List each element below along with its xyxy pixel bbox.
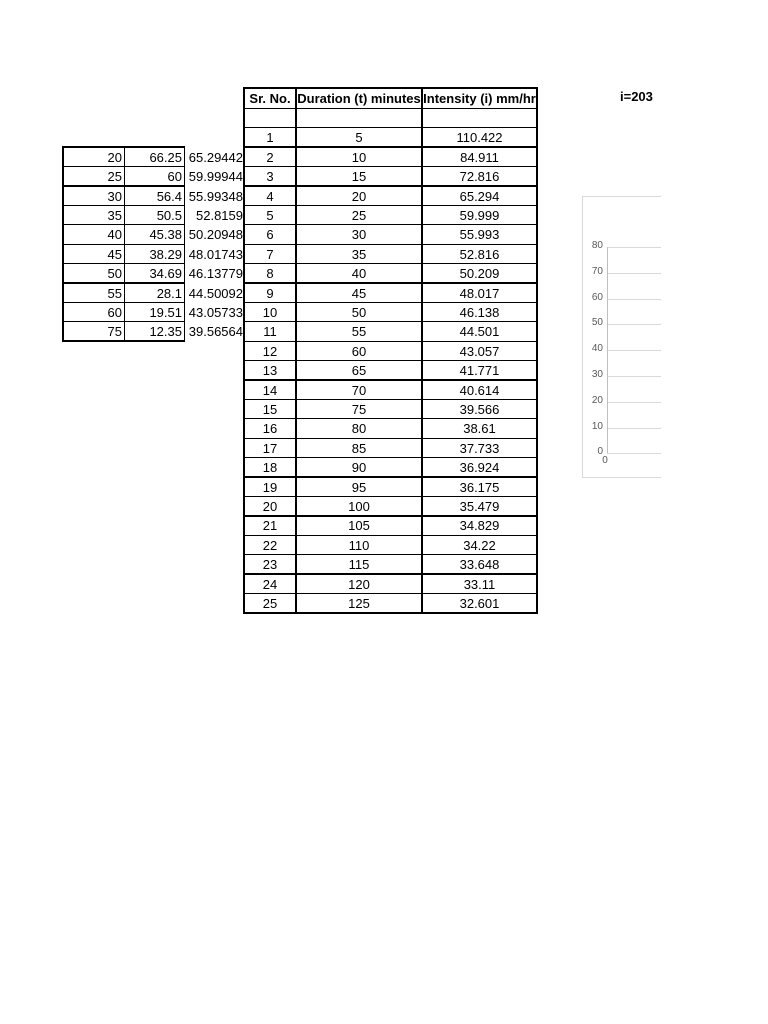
- calculated-intensity: 48.01743: [188, 246, 243, 262]
- duration-cell: 15: [351, 169, 367, 185]
- intensity-cell: 72.816: [459, 169, 500, 185]
- header-intensity: Intensity (i) mm/hr: [423, 91, 536, 106]
- calculated-intensity: 46.13779: [188, 266, 243, 282]
- y-axis-tick-label: 30: [591, 369, 603, 380]
- y-axis-tick-label: 60: [591, 291, 603, 303]
- duration-cell: 105: [348, 518, 370, 534]
- header-duration: Duration (t) minutes: [297, 91, 421, 106]
- intensity-cell: 33.11: [463, 576, 496, 592]
- observed-intensity: 34.69: [149, 266, 182, 282]
- calculated-intensity: 50.20948: [188, 227, 243, 243]
- formula-text: i=203: [620, 89, 653, 104]
- observed-intensity: 66.25: [149, 149, 182, 165]
- intensity-cell: 32.601: [459, 595, 500, 611]
- sr-no-cell: 5: [266, 207, 274, 223]
- intensity-cell: 38.61: [463, 421, 496, 437]
- y-axis-tick-label: 0: [597, 446, 603, 458]
- duration-cell: 55: [351, 324, 367, 340]
- sr-no-cell: 1: [266, 130, 274, 146]
- gridline: [607, 402, 661, 403]
- observed-intensity: 56.4: [156, 188, 182, 204]
- intensity-cell: 37.733: [459, 440, 500, 456]
- duration-cell: 75: [351, 401, 367, 417]
- intensity-cell: 41.771: [459, 363, 500, 379]
- sr-no-cell: 20: [262, 498, 278, 514]
- duration-cell: 20: [351, 188, 367, 204]
- sr-no-cell: 17: [262, 440, 278, 456]
- sr-no-cell: 13: [262, 363, 278, 379]
- gridline: [607, 350, 661, 351]
- duration-value: 50: [107, 266, 122, 282]
- duration-value: 30: [107, 188, 122, 204]
- chart-area[interactable]: [582, 196, 661, 478]
- calculated-intensity: 65.29442: [188, 149, 243, 165]
- intensity-cell: 110.422: [456, 130, 503, 146]
- intensity-cell: 84.911: [460, 149, 499, 165]
- sr-no-cell: 6: [266, 227, 274, 243]
- sr-no-cell: 16: [262, 421, 278, 437]
- duration-cell: 5: [355, 130, 363, 146]
- duration-value: 40: [107, 227, 122, 243]
- intensity-cell: 52.816: [459, 246, 500, 262]
- duration-cell: 25: [351, 207, 367, 223]
- gridline: [607, 428, 661, 429]
- sr-no-cell: 21: [262, 518, 278, 534]
- y-axis-line: [607, 247, 608, 453]
- duration-cell: 85: [351, 440, 367, 456]
- duration-cell: 40: [351, 266, 367, 282]
- gridline: [607, 453, 661, 454]
- y-axis-tick-label: 70: [591, 265, 603, 277]
- calculated-intensity: 39.56564: [188, 324, 243, 340]
- sr-no-cell: 25: [262, 595, 278, 611]
- intensity-cell: 33.648: [459, 557, 500, 573]
- duration-cell: 60: [351, 343, 367, 359]
- observed-intensity: 28.1: [156, 285, 182, 301]
- duration-value: 60: [107, 304, 122, 320]
- duration-cell: 110: [348, 537, 370, 553]
- observed-intensity: 12.35: [149, 324, 182, 340]
- gridline: [607, 299, 661, 300]
- intensity-cell: 34.829: [459, 518, 500, 534]
- sr-no-cell: 11: [263, 324, 277, 340]
- intensity-cell: 44.501: [459, 324, 500, 340]
- duration-cell: 90: [351, 460, 367, 476]
- intensity-cell: 36.175: [459, 479, 500, 495]
- intensity-cell: 59.999: [459, 207, 500, 223]
- intensity-cell: 40.614: [459, 382, 500, 398]
- duration-cell: 45: [351, 285, 367, 301]
- duration-cell: 30: [351, 227, 367, 243]
- duration-cell: 50: [351, 304, 367, 320]
- duration-value: 75: [107, 324, 122, 340]
- observed-intensity: 19.51: [149, 304, 182, 320]
- intensity-cell: 48.017: [459, 285, 500, 301]
- sr-no-cell: 9: [266, 285, 274, 301]
- sr-no-cell: 19: [262, 479, 278, 495]
- duration-cell: 100: [348, 498, 370, 514]
- y-axis-tick-label: 50: [591, 317, 603, 329]
- y-axis-tick-label: 40: [591, 343, 603, 355]
- observed-intensity: 45.38: [149, 227, 182, 243]
- duration-value: 20: [107, 149, 122, 165]
- duration-cell: 80: [351, 421, 367, 437]
- header-sr: Sr. No.: [249, 91, 291, 106]
- x-axis-tick-label: 0: [602, 455, 608, 467]
- intensity-cell: 35.479: [459, 498, 500, 514]
- sr-no-cell: 8: [266, 266, 274, 282]
- observed-intensity: 38.29: [149, 246, 182, 262]
- sr-no-cell: 3: [266, 169, 274, 185]
- intensity-cell: 55.993: [459, 227, 500, 243]
- duration-cell: 95: [351, 479, 367, 495]
- y-axis-tick-label: 10: [591, 420, 603, 432]
- sr-no-cell: 7: [266, 246, 274, 262]
- observed-intensity: 60: [167, 169, 182, 185]
- calculated-intensity: 43.05733: [188, 304, 243, 320]
- duration-value: 35: [107, 207, 122, 223]
- intensity-cell: 36.924: [459, 460, 500, 476]
- duration-cell: 10: [351, 149, 367, 165]
- duration-cell: 35: [351, 246, 367, 262]
- intensity-cell: 43.057: [459, 343, 500, 359]
- sr-no-cell: 22: [262, 537, 278, 553]
- duration-value: 55: [107, 285, 122, 301]
- sr-no-cell: 15: [262, 401, 278, 417]
- sr-no-cell: 23: [262, 557, 278, 573]
- sr-no-cell: 10: [262, 304, 278, 320]
- intensity-cell: 50.209: [459, 266, 500, 282]
- duration-cell: 125: [348, 595, 370, 611]
- gridline: [607, 376, 661, 377]
- gridline: [607, 247, 661, 248]
- gridline: [607, 324, 661, 325]
- gridline: [607, 273, 661, 274]
- calculated-intensity: 59.99944: [188, 169, 243, 185]
- sr-no-cell: 12: [262, 343, 278, 359]
- duration-value: 45: [107, 246, 122, 262]
- calculated-intensity: 55.99348: [188, 188, 243, 204]
- intensity-cell: 34.22: [463, 537, 496, 553]
- duration-value: 25: [107, 169, 122, 185]
- sr-no-cell: 18: [262, 460, 278, 476]
- calculated-intensity: 52.8159: [196, 207, 243, 223]
- intensity-cell: 46.138: [459, 304, 500, 320]
- intensity-cell: 39.566: [459, 401, 500, 417]
- calculated-intensity: 44.50092: [188, 285, 243, 301]
- sr-no-cell: 14: [262, 382, 278, 398]
- y-axis-tick-label: 20: [591, 394, 603, 406]
- intensity-cell: 65.294: [459, 188, 500, 204]
- duration-cell: 115: [348, 557, 370, 573]
- duration-cell: 120: [348, 576, 370, 592]
- y-axis-tick-label: 80: [591, 240, 603, 251]
- duration-cell: 65: [351, 363, 367, 379]
- sr-no-cell: 4: [266, 188, 274, 204]
- sr-no-cell: 2: [266, 149, 274, 165]
- sr-no-cell: 24: [262, 576, 278, 592]
- observed-intensity: 50.5: [156, 207, 182, 223]
- duration-cell: 70: [351, 382, 367, 398]
